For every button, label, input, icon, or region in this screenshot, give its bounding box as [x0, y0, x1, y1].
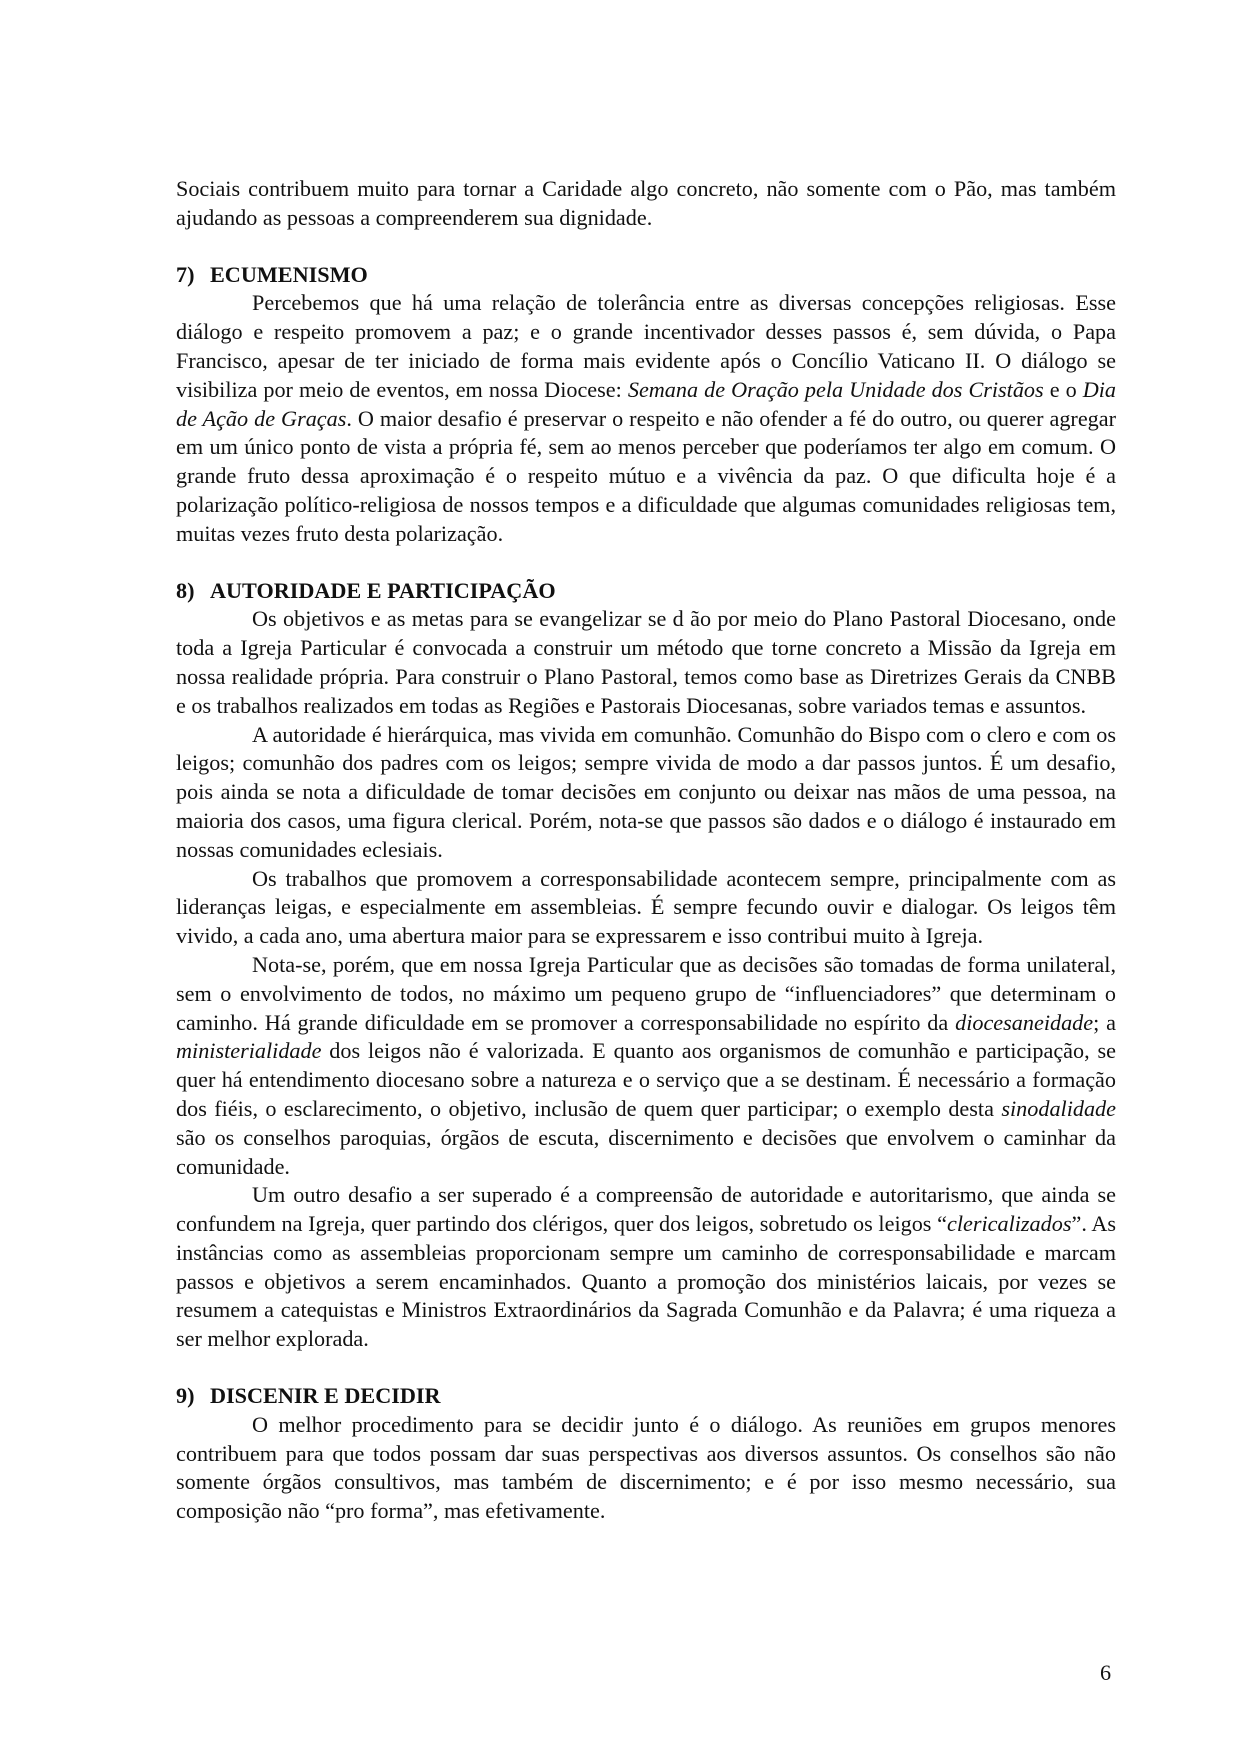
section-number: 8) [176, 577, 195, 603]
discenir-paragraph: O melhor procedimento para se decidir junto é o diálogo. As reuniões em grupos menores contribuem para que todos possam dar suas perspectivas aos diversos assuntos. Os conselhos são não somente órgãos consultivos, mas também de discernimento; e é por isso mesmo necessário, sua composição não “pro forma”, mas efetivamente. [176, 1411, 1116, 1524]
italic-run: clericalizados [946, 1211, 1072, 1237]
page-number: 6 [1100, 1660, 1112, 1685]
section-number: 7) [176, 261, 195, 287]
text-run: ; a [1093, 1009, 1116, 1035]
autoridade-paragraph-4 [176, 951, 1116, 1181]
text-run: . O maior desafio é preservar o respeito e não ofender a fé do outro, ou querer agregar em um único ponto de vista a própria fé, sem ao menos perceber que poderíamos ter algo em comum. O grande fruto dessa aproximação é o respeito mútuo e a vivência da paz. O que dificulta hoje é a polarização político-religiosa de nossos tempos e a dificuldade que algumas comunidades religiosas tem, muitas vezes fruto desta polarização. [176, 405, 1116, 546]
section-title: ECUMENISMO [210, 261, 368, 287]
spacer [176, 1354, 1116, 1382]
section-title: DISCENIR E DECIDIR [210, 1383, 441, 1409]
text-run: ”. As instâncias como as assembleias proporcionam sempre um caminho de corresponsabilidade e marcam passos e objetivos a serem encaminhados. Quanto a promoção dos ministérios laicais, por vezes se resumem a catequistas e Ministros Extraordinários da Sagrada Comunhão e da Palavra; é uma riqueza a ser melhor explorada. [176, 1211, 1116, 1352]
autoridade-paragraph-5 [176, 1181, 1116, 1354]
document-page [176, 175, 1116, 1526]
section-heading-discenir [176, 1382, 1116, 1411]
italic-run: Semana de Oração pela Unidade dos Cristãos [627, 376, 1044, 402]
italic-run: ministerialidade [176, 1038, 322, 1064]
text-run: Percebemos que há uma relação de tolerância entre as diversas concepções religiosas. Esse diálogo e respeito promovem a paz; e o grande incentivador desses passos é, sem dúvida, o Papa Francisco, apesar de ter iniciado de forma mais evidente após o Concílio Vaticano II. O diálogo se visibiliza por meio de eventos, em nossa Diocese: [176, 290, 1116, 402]
autoridade-paragraph-2: A autoridade é hierárquica, mas vivida em comunhão. Comunhão do Bispo com o clero e com os leigos; comunhão dos padres com os leigos; sempre vivida de modo a dar passos juntos. É um desafio, pois ainda se nota a dificuldade de tomar decisões em conjunto ou deixar nas mãos de uma pessoa, na maioria dos casos, uma figura clerical. Porém, nota-se que passos são dados e o diálogo é instaurado em nossas comunidades eclesiais. [176, 721, 1116, 862]
spacer [176, 549, 1116, 577]
italic-run: Dia de Ação de Graças [176, 376, 1116, 431]
section-number: 9) [176, 1383, 195, 1409]
section-title: AUTORIDADE E PARTICIPAÇÃO [210, 577, 556, 603]
text-run: dos leigos não é valorizada. E quanto aos organismos de comunhão e participação, se quer há entendimento diocesano sobre a natureza e o serviço que a se destinam. É necessário a formação dos fiéis, o esclarecimento, o objetivo, inclusão de quem quer participar; o exemplo desta [176, 1038, 1116, 1121]
italic-run: sinodalidade [1001, 1095, 1116, 1121]
section-heading-autoridade [176, 577, 1116, 606]
text-run: Um outro desafio a ser superado é a compreensão de autoridade e autoritarismo, que ainda se confundem na Igreja, quer partindo dos clérigos, quer dos leigos, sobretudo os leigos “ [176, 1182, 1116, 1237]
text-run: Nota-se, porém, que em nossa Igreja Particular que as decisões são tomadas de forma unilateral, sem o envolvimento de todos, no máximo um pequeno grupo de “influenciadores” que determinam o caminho. Há grande dificuldade em se promover a corresponsabilidade no espírito da [176, 951, 1116, 1035]
text-run: são os conselhos paroquias, órgãos de escuta, discernimento e decisões que envolvem o caminhar da comunidade. [176, 1124, 1116, 1179]
ecumenismo-paragraph [176, 289, 1116, 548]
text-run: e o [1043, 376, 1083, 402]
spacer [176, 233, 1116, 261]
autoridade-paragraph-3: Os trabalhos que promovem a corresponsabilidade acontecem sempre, principalmente com as lideranças leigas, e especialmente em assembleias. É sempre fecundo ouvir e dialogar. Os leigos têm vivido, a cada ano, uma abertura maior para se expressarem e isso contribui muito à Igreja. [176, 865, 1116, 949]
autoridade-paragraph-1: Os objetivos e as metas para se evangelizar se d ão por meio do Plano Pastoral Diocesano, onde toda a Igreja Particular é convocada a construir um método que torne concreto a Missão da Igreja em nossa realidade própria. Para construir o Plano Pastoral, temos como base as Diretrizes Gerais da CNBB e os trabalhos realizados em todas as Regiões e Pastorais Diocesanas, sobre variados temas e assuntos. [176, 606, 1116, 718]
italic-run: diocesaneidade [955, 1009, 1094, 1035]
section-heading-ecumenismo [176, 261, 1116, 290]
intro-paragraph: Sociais contribuem muito para tornar a Caridade algo concreto, não somente com o Pão, mas também ajudando as pessoas a compreenderem sua dignidade. [176, 176, 1116, 230]
